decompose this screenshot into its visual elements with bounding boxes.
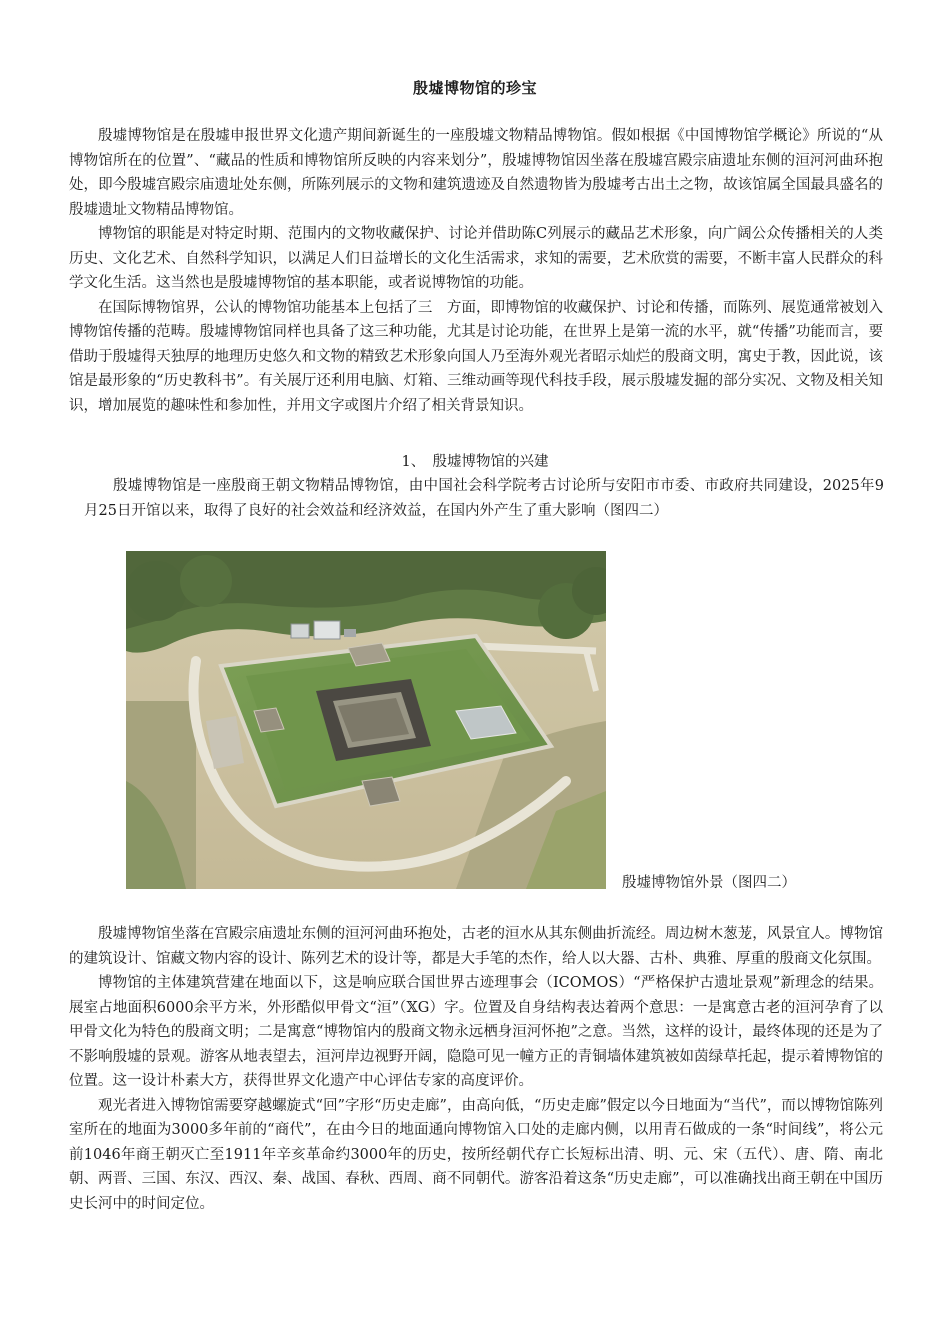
paragraph: 殷墟博物馆坐落在宫殿宗庙遗址东侧的洹河河曲环抱处，古老的洹水从其东侧曲折流经。周边树木葱茏，风景宜人。博物馆的建筑设计、馆藏文物内容的设计、陈列艺术的设计等，都是大手笔的杰作，给人以大器、古朴、典雅、厚重的殷商文化氛围。 (69, 926, 883, 967)
paragraph: 在国际博物馆界，公认的博物馆功能基本上包括了三 方面，即博物馆的收藏保护、讨论和传播，而陈列、展览通常被划入博物馆传播的范畴。殷墟博物馆同样也具备了这三种功能，尤其是讨论功能，在世界上是第一流的水平，就“传播”功能而言，要借助于殷墟得天独厚的地理历史悠久和文物的精致艺术形象向国人乃至海外观光者昭示灿烂的殷商文明，寓史于教，因此说，该馆是最形象的“历史教科书”。有关展厅还利用电脑、灯箱、三维动画等现代科技手段，展示殷墟发掘的部分实况、文物及相关知识，增加展览的趣味性和参加性，并用文字或图片介绍了相关背景知识。 (69, 299, 883, 414)
paragraph: 博物馆的职能是对特定时期、范围内的文物收藏保护、讨论并借助陈C列展示的藏品艺术形象，向广阔公众传播相关的人类历史、文化艺术、自然科学知识，以满足人们日益增长的文化生活需求，求知的需要，艺术欣赏的需要，不断丰富人民群众的科学文化生活。这当然也是殷墟博物馆的基本职能，或者说博物馆的功能。 (69, 226, 883, 291)
paragraph: 观光者进入博物馆需要穿越螺旋式“回”字形“历史走廊”，由高向低，“历史走廊”假定以今日地面为“当代”，而以博物馆陈列室所在的地面为3000多年前的“商代”，在由今日的地面通向博物馆入口处的走廊内侧，以用青石做成的一条“时间线”，将公元前1046年商王朝灭亡至1911年辛亥革命约3000年的历史，按所经朝代存亡长短标出清、明、元、宋（五代）、唐、隋、南北朝、两晋、三国、东汉、西汉、秦、战国、春秋、西周、商不同朝代。游客沿着这条“历史走廊”，可以准确找出商王朝在中国历史长河中的时间定位。 (69, 1097, 883, 1212)
paragraph: 殷墟博物馆是一座殷商王朝文物精品博物馆，由中国社会科学院考古讨论所与安阳市市委、市政府共同建设，2025年9月25日开馆以来，取得了良好的社会效益和经济效益，在国内外产生了重大影响（图四二） (84, 478, 884, 519)
photo-illustration (126, 551, 606, 889)
document-title: 殷墟博物馆的珍宝 (412, 79, 537, 97)
paragraph: 博物馆的主体建筑营建在地面以下，这是响应联合国世界古迹理事会（ICOMOS）“严格保护古遗址景观”新理念的结果。展室占地面积6000余平方米，外形酷似甲骨文“洹”（𝕏G）字。位置及自身结构表达着两个意思：一是寓意古老的洹河孕育了以甲骨文化为特色的殷商文明；二是寓意“博物馆内的殷商文物永远栖身洹河怀抱”之意。当然，这样的设计，最终体现的还是为了不影响殷墟的景观。游客从地表望去，洹河岸边视野开阔，隐隐可见一幢方正的青铜墙体建筑被如茵绿草托起，提示着博物馆的位置。这一设计朴素大方，获得世界文化遗产中心评估专家的高度评价。 (69, 975, 883, 1089)
main-text-block (69, 922, 883, 1216)
museum-aerial-photo (126, 551, 606, 889)
paragraph: 殷墟博物馆是在殷墟申报世界文化遗产期间新诞生的一座殷墟文物精品博物馆。假如根据《中国博物馆学概论》所说的“从博物馆所在的位置”、“藏品的性质和博物馆所反映的内容来划分”，殷墟博物馆因坐落在殷墟宫殿宗庙遗址东侧的洹河河曲环抱处，即今殷墟宫殿宗庙遗址处东侧，所陈列展示的文物和建筑遗迹及自然遗物皆为殷墟考古出土之物，故该馆属全国最具盛名的殷墟遗址文物精品博物馆。 (69, 128, 883, 218)
intro-text-block (69, 124, 883, 418)
section-heading: 1、 殷墟博物馆的兴建 (401, 454, 549, 470)
photo-caption: 殷墟博物馆外景（图四二） (622, 875, 796, 891)
section-intro-block (84, 474, 884, 523)
